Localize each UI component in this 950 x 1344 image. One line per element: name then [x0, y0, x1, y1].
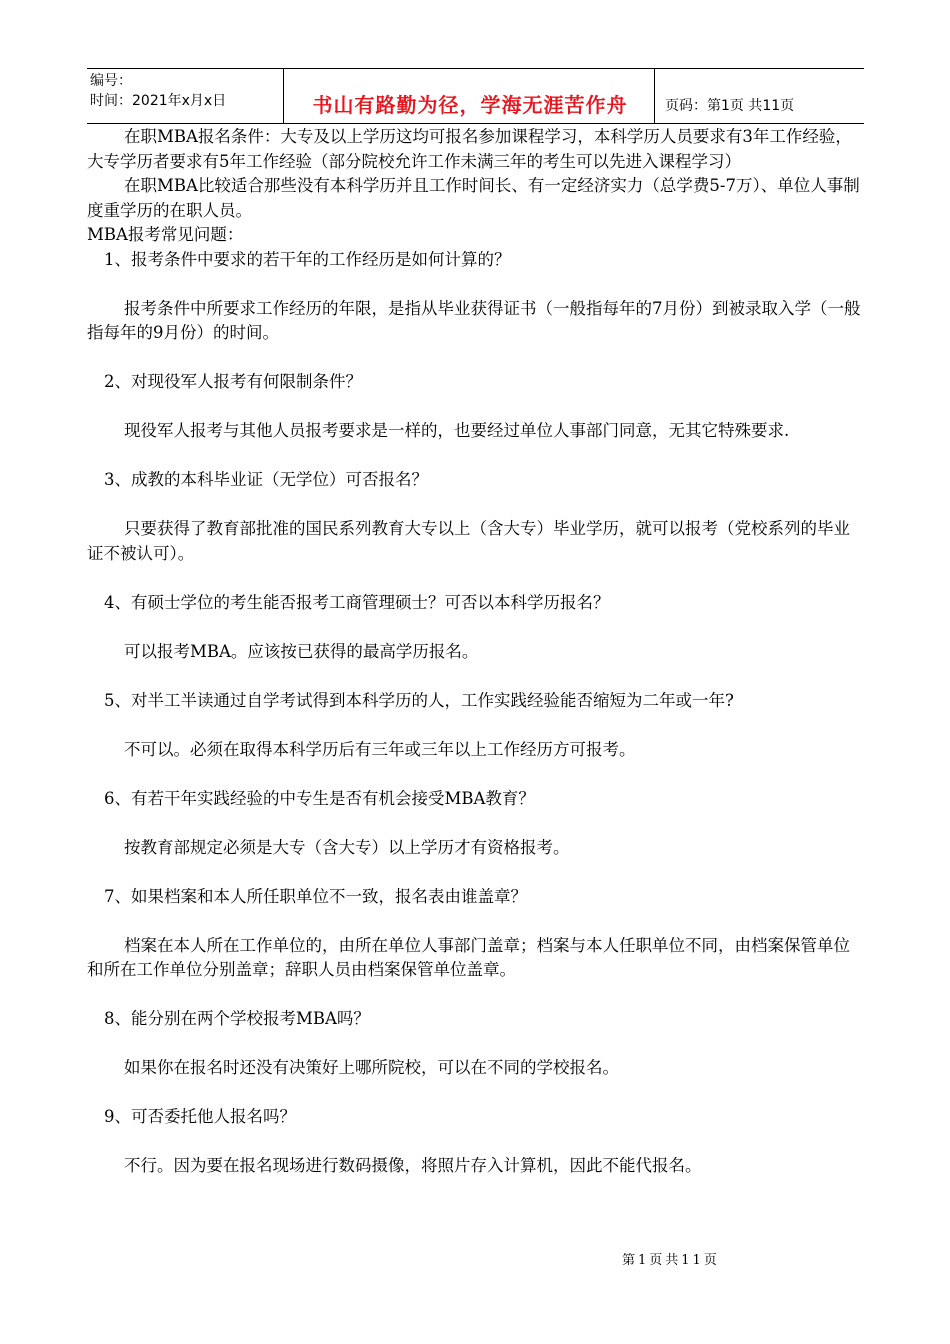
page-footer: 第1页共11页	[622, 1253, 720, 1268]
faq-question: 5、对半工半读通过自学考试得到本科学历的人，工作实践经验能否缩短为二年或一年?	[104, 690, 734, 710]
date-label: 时间：2021年x月x日	[90, 93, 227, 109]
intro-paragraph: 在职MBA比较适合那些没有本科学历并且工作时间长、有一定经济实力（总学费5-7万）、单位人事制度重学历的在职人员。	[87, 176, 860, 220]
faq-answer: 报考条件中所要求工作经历的年限，是指从毕业获得证书（一般指每年的7月份）到被录取入学（一般指每年的9月份）的时间。	[87, 298, 861, 342]
faq-question: 8、能分别在两个学校报考MBA吗？	[104, 1009, 370, 1028]
faq-answer: 可以报考MBA。应该按已获得的最高学历报名。	[124, 641, 479, 661]
faq-answer: 不可以。必须在取得本科学历后有三年或三年以上工作经历方可报考。	[124, 739, 636, 759]
faq-answer: 不行。因为要在报名现场进行数码摄像，将照片存入计算机，因此不能代报名。	[124, 1156, 702, 1175]
document-body	[87, 125, 864, 1179]
faq-question: 2、对现役军人报考有何限制条件？	[104, 372, 362, 391]
document-header	[87, 68, 864, 124]
faq-answer: 如果你在报名时还没有决策好上哪所院校，可以在不同的学校报名。	[124, 1058, 619, 1077]
header-page-info: 页码：第1页 共11页	[665, 98, 795, 114]
intro-paragraph: 在职MBA报名条件：大专及以上学历这均可报名参加课程学习，本科学历人员要求有3年工作经验，大专学历者要求有5年工作经验（部分院校允许工作未满三年的考生可以先进入课程学习）	[87, 127, 852, 171]
header-divider	[283, 69, 284, 123]
faq-question: 4、有硕士学位的考生能否报考工商管理硕士？可否以本科学历报名？	[104, 592, 610, 612]
faq-question: 9、可否委托他人报名吗？	[104, 1107, 296, 1126]
number-label: 编号：	[90, 73, 132, 89]
faq-question: 3、成教的本科毕业证（无学位）可否报名？	[104, 470, 428, 489]
faq-question: 7、如果档案和本人所任职单位不一致，报名表由谁盖章？	[104, 886, 527, 906]
faq-question: 1、报考条件中要求的若干年的工作经历是如何计算的？	[104, 249, 511, 269]
faq-answer: 档案在本人所在工作单位的，由所在单位人事部门盖章；档案与本人任职单位不同，由档案保管单位和所在工作单位分别盖章；辞职人员由档案保管单位盖章。	[87, 935, 850, 979]
faq-answer: 按教育部规定必须是大专（含大专）以上学历才有资格报考。	[124, 837, 570, 857]
faq-answer: 现役军人报考与其他人员报考要求是一样的，也要经过单位人事部门同意，无其它特殊要求.	[124, 421, 790, 440]
faq-title: MBA报考常见问题：	[87, 225, 244, 244]
faq-answer: 只要获得了教育部批准的国民系列教育大专以上（含大专）毕业学历，就可以报考（党校系列的毕业证不被认可）。	[87, 519, 850, 563]
header-meta	[90, 71, 226, 111]
header-motto: 书山有路勤为径，学海无涯苦作舟	[312, 93, 628, 117]
faq-question: 6、有若干年实践经验的中专生是否有机会接受MBA教育？	[104, 788, 535, 808]
